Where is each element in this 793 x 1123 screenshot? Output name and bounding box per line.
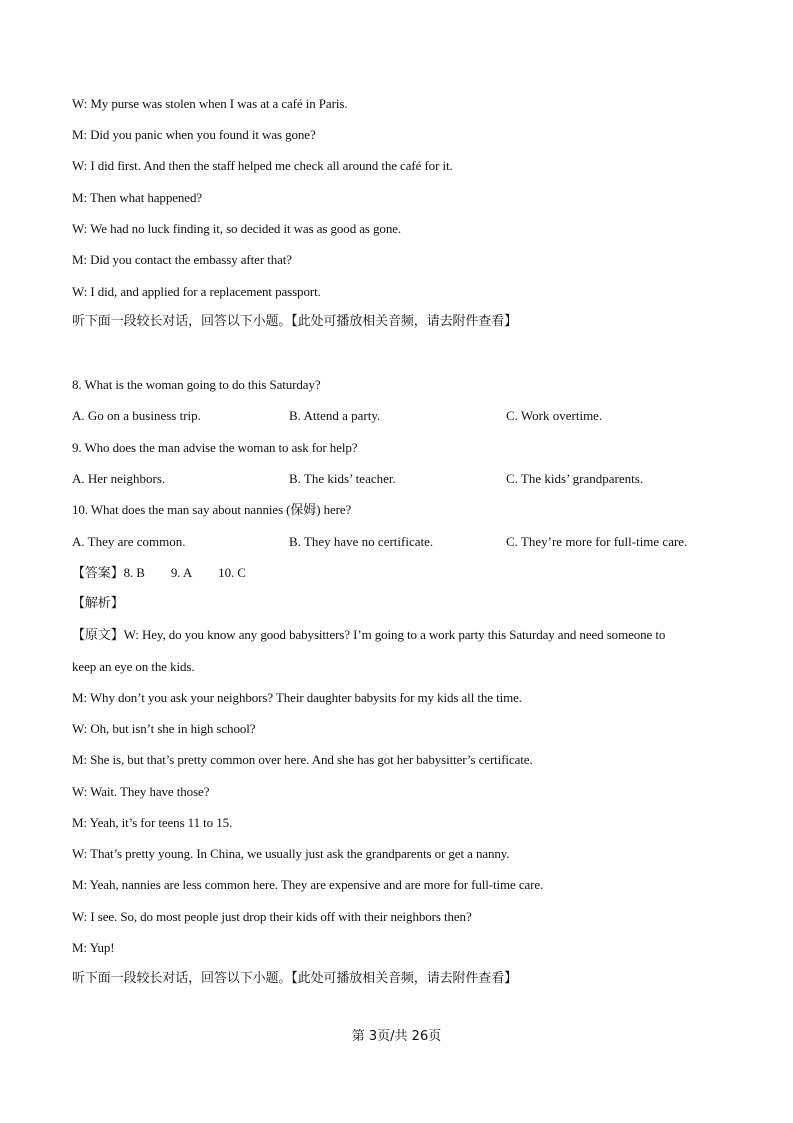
option-a: A. Go on a business trip. bbox=[72, 408, 201, 423]
answer-item: 10. C bbox=[218, 565, 246, 580]
transcript-line: W: I see. So, do most people just drop their kids off with their neighbors then? bbox=[72, 909, 472, 924]
option-b: B. The kids’ teacher. bbox=[289, 471, 396, 486]
dialogue-line: M: Then what happened? bbox=[72, 190, 203, 205]
listening-instruction: 听下面一段较长对话，回答以下小题。【此处可播放相关音频，请去附件查看】 bbox=[72, 971, 518, 986]
answer-item: 8. B bbox=[123, 565, 145, 580]
transcript-line: W: That’s pretty young. In China, we usually just ask the grandparents or get a nanny. bbox=[72, 846, 510, 861]
dialogue-line: W: We had no luck finding it, so decided it was as good as gone. bbox=[72, 221, 402, 236]
option-c: C. They’re more for full-time care. bbox=[506, 534, 688, 549]
transcript-line: M: Yup! bbox=[72, 940, 115, 955]
dialogue-line: M: Did you contact the embassy after that? bbox=[72, 252, 292, 267]
option-b: B. They have no certificate. bbox=[289, 534, 434, 549]
transcript-line: M: She is, but that’s pretty common over here. And she has got her babysitter’s certificate. bbox=[72, 752, 533, 767]
listening-instruction: 听下面一段较长对话，回答以下小题。【此处可播放相关音频，请去附件查看】 bbox=[72, 314, 518, 329]
transcript-line: W: Oh, but isn’t she in high school? bbox=[72, 721, 256, 736]
transcript-line: M: Yeah, nannies are less common here. They are expensive and are more for full-time care. bbox=[72, 877, 544, 892]
dialogue-line: W: I did, and applied for a replacement passport. bbox=[72, 284, 321, 299]
transcript-first-line bbox=[72, 627, 665, 644]
option-a: A. Her neighbors. bbox=[72, 471, 166, 486]
transcript-label: 【原文】 bbox=[72, 628, 124, 643]
transcript-text: W: Hey, do you know any good babysitters? I’m going to a work party this Saturday and need someone to bbox=[123, 627, 666, 642]
transcript-line: M: Yeah, it’s for teens 11 to 15. bbox=[72, 815, 233, 830]
dialogue-line: W: My purse was stolen when I was at a café in Paris. bbox=[72, 96, 348, 111]
answer-item: 9. A bbox=[170, 565, 193, 580]
transcript-line: keep an eye on the kids. bbox=[72, 659, 195, 674]
answer-label: 【答案】 bbox=[72, 566, 124, 581]
transcript-line: W: Wait. They have those? bbox=[72, 784, 210, 799]
question-stem: 9. Who does the man advise the woman to ask for help? bbox=[72, 440, 358, 455]
option-b: B. Attend a party. bbox=[289, 408, 381, 423]
option-c: C. Work overtime. bbox=[506, 408, 603, 423]
question-stem: 8. What is the woman going to do this Saturday? bbox=[72, 377, 321, 392]
transcript-line: M: Why don’t you ask your neighbors? Their daughter babysits for my kids all the time. bbox=[72, 690, 522, 705]
option-a: A. They are common. bbox=[72, 534, 186, 549]
answer-row bbox=[72, 565, 246, 582]
option-c: C. The kids’ grandparents. bbox=[506, 471, 644, 486]
question-stem: 10. What does the man say about nannies (保姆) here? bbox=[72, 502, 352, 517]
dialogue-line: M: Did you panic when you found it was gone? bbox=[72, 127, 316, 142]
analysis-label: 【解析】 bbox=[72, 596, 124, 611]
dialogue-line: W: I did first. And then the staff helped me check all around the café for it. bbox=[72, 158, 453, 173]
page-footer: 第 3页/共 26页 bbox=[351, 1029, 442, 1044]
